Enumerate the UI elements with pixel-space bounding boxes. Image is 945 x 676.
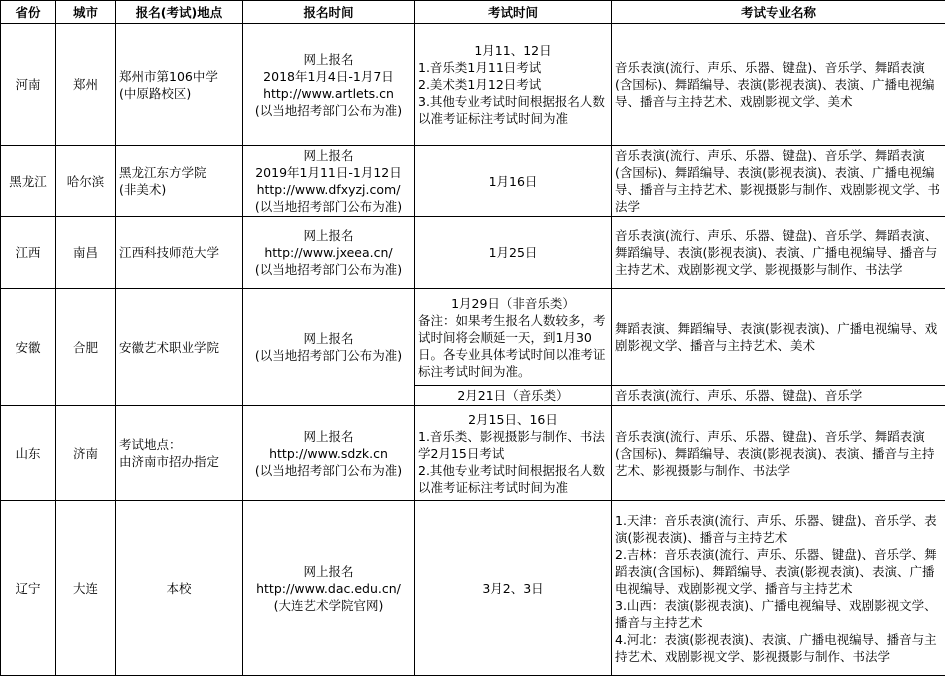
registration-line: 网上报名: [246, 227, 411, 244]
exam-date-heading: 1月29日（非音乐类）: [418, 295, 608, 312]
registration-cell: [243, 146, 415, 217]
registration-cell: [243, 406, 415, 501]
registration-line: http://www.dac.edu.cn/: [246, 580, 411, 597]
city-cell: 济南: [56, 406, 116, 501]
registration-cell: [243, 217, 415, 289]
majors-cell: 音乐表演(流行、声乐、乐器、键盘)、音乐学、舞蹈表演、舞蹈编导、表演(影视表演)、表演、广播电视编导、播音与主持艺术、戏剧影视文学、影视摄影与制作、书法学: [612, 217, 945, 289]
majors-cell: 音乐表演(流行、声乐、乐器、键盘)、音乐学: [612, 386, 945, 406]
majors-cell: 音乐表演(流行、声乐、乐器、键盘)、音乐学、舞蹈表演(含国标)、舞蹈编导、表演(影视表演)、表演、广播电视编导、播音与主持艺术、戏剧影视文学、美术: [612, 24, 945, 146]
exam-notes: 1.音乐类、影视摄影与制作、书法学2月15日考试 2.其他专业考试时间根据报名人数以准考证标注考试时间为准: [418, 428, 608, 496]
city-cell: 大连: [56, 501, 116, 676]
registration-line: (以当地招考部门公布为准): [246, 462, 411, 479]
exam-time-cell: [415, 289, 612, 386]
registration-line: (以当地招考部门公布为准): [246, 261, 411, 278]
city-cell: 哈尔滨: [56, 146, 116, 217]
city-cell: 南昌: [56, 217, 116, 289]
exam-notes: 1.音乐类1月11日考试 2.美术类1月12日考试 3.其他专业考试时间根据报名人数以准考证标注考试时间为准: [418, 59, 608, 127]
location-cell: 安徽艺术职业学院: [116, 289, 243, 406]
table-row: [1, 501, 945, 676]
location-cell: 考试地点： 由济南市招办指定: [116, 406, 243, 501]
registration-line: 网上报名: [246, 563, 411, 580]
majors-cell: 舞蹈表演、舞蹈编导、表演(影视表演)、广播电视编导、戏剧影视文学、播音与主持艺术、美术: [612, 289, 945, 386]
registration-line: http://www.artlets.cn: [246, 85, 411, 102]
registration-line: 网上报名: [246, 428, 411, 445]
exam-time-cell: 2月21日（音乐类）: [415, 386, 612, 406]
registration-line: (以当地招考部门公布为准): [246, 347, 411, 364]
exam-time-cell: 3月2、3日: [415, 501, 612, 676]
exam-time-cell: 1月16日: [415, 146, 612, 217]
exam-date-heading: 1月11、12日: [418, 42, 608, 59]
exam-time-cell: [415, 24, 612, 146]
header-province: 省份: [1, 1, 56, 24]
location-cell: 本校: [116, 501, 243, 676]
province-cell: 安徽: [1, 289, 56, 406]
header-city: 城市: [56, 1, 116, 24]
exam-time-cell: 1月25日: [415, 217, 612, 289]
province-cell: 河南: [1, 24, 56, 146]
registration-line: 网上报名: [246, 51, 411, 68]
location-cell: 郑州市第106中学 (中原路校区): [116, 24, 243, 146]
registration-cell: [243, 501, 415, 676]
registration-line: 网上报名: [246, 330, 411, 347]
registration-cell: [243, 289, 415, 406]
registration-line: (以当地招考部门公布为准): [246, 102, 411, 119]
header-row: [1, 1, 945, 24]
registration-line: http://www.jxeea.cn/: [246, 244, 411, 261]
majors-cell: 音乐表演(流行、声乐、乐器、键盘)、音乐学、舞蹈表演(含国标)、舞蹈编导、表演(影视表演)、表演、广播电视编导、播音与主持艺术、影视摄影与制作、戏剧影视文学、书法学: [612, 146, 945, 217]
location-cell: 江西科技师范大学: [116, 217, 243, 289]
table-row: [1, 146, 945, 217]
exam-time-cell: [415, 406, 612, 501]
majors-cell: 1.天津：音乐表演(流行、声乐、乐器、键盘)、音乐学、表演(影视表演)、播音与主持艺术 2.吉林：音乐表演(流行、声乐、乐器、键盘)、音乐学、舞蹈表演(含国标)、舞蹈编导、表演(影视表演)、表演、广播电视编导、戏剧影视文学、播音与主持艺术 3.山西：表演(影视表演)、广播电视编导、戏剧影视文学、播音与主持艺术 4.河北：表演(影视表演)、表演、广播电视编导、播音与主持艺术、戏剧影视文学、影视摄影与制作、书法学: [612, 501, 945, 676]
registration-line: 2018年1月4日-1月7日: [246, 68, 411, 85]
location-cell: 黑龙江东方学院 (非美术): [116, 146, 243, 217]
province-cell: 辽宁: [1, 501, 56, 676]
header-location: 报名(考试)地点: [116, 1, 243, 24]
registration-line: 2019年1月11日-1月12日: [246, 164, 411, 181]
table-row: [1, 24, 945, 146]
province-cell: 黑龙江: [1, 146, 56, 217]
table-row: [1, 217, 945, 289]
city-cell: 郑州: [56, 24, 116, 146]
registration-line: http://www.sdzk.cn: [246, 445, 411, 462]
header-registration-time: 报名时间: [243, 1, 415, 24]
header-majors: 考试专业名称: [612, 1, 945, 24]
registration-line: (以当地招考部门公布为准): [246, 198, 411, 215]
city-cell: 合肥: [56, 289, 116, 406]
majors-cell: 音乐表演(流行、声乐、乐器、键盘)、音乐学、舞蹈表演(含国标)、舞蹈编导、表演(影视表演)、表演、播音与主持艺术、影视摄影与制作、书法学: [612, 406, 945, 501]
exam-notes: 备注：如果考生报名人数较多，考试时间将会顺延一天，到1月30日。各专业具体考试时间以准考证标注考试时间为准。: [418, 312, 608, 380]
registration-line: (大连艺术学院官网): [246, 597, 411, 614]
registration-cell: [243, 24, 415, 146]
header-exam-time: 考试时间: [415, 1, 612, 24]
table-row: [1, 289, 945, 386]
registration-line: http://www.dfxyzj.com/: [246, 181, 411, 198]
exam-date-heading: 2月15日、16日: [418, 411, 608, 428]
table-row: [1, 406, 945, 501]
province-cell: 山东: [1, 406, 56, 501]
registration-line: 网上报名: [246, 147, 411, 164]
province-cell: 江西: [1, 217, 56, 289]
